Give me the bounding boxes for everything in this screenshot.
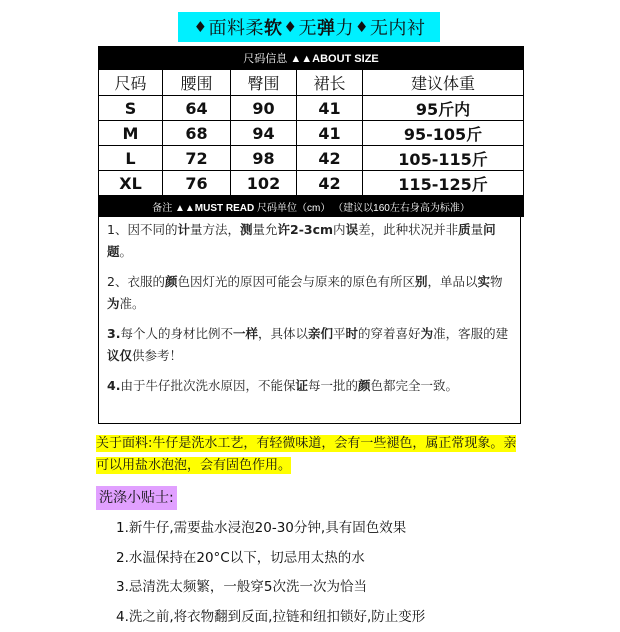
note-text: ，单品以 (428, 274, 478, 289)
note-text: 。 (120, 244, 133, 259)
note-text: 平 (333, 326, 346, 341)
title-part-2-tail: 力 (335, 14, 354, 40)
title-part-3: 无内衬 (370, 14, 426, 40)
note-text-bold: 颜 (358, 378, 371, 393)
note-text-bold: 测 (240, 222, 253, 237)
table-cell: 102 (231, 171, 297, 196)
title-part-2: 无 (298, 14, 317, 40)
note-text-bold: 一样 (233, 326, 258, 341)
note-text-bold: 亲们 (308, 326, 333, 341)
note-text: 2、衣服的 (107, 274, 165, 289)
note-text: 准。 (120, 296, 145, 311)
column-header: 尺码 (99, 70, 163, 96)
note-text-bold: 计 (177, 222, 190, 237)
note-item-3 (107, 323, 512, 367)
column-header: 建议体重 (363, 70, 524, 96)
table-cell: S (99, 96, 163, 121)
column-header: 腰围 (163, 70, 231, 96)
table-cell: 41 (297, 121, 363, 146)
note-text-bold: 实 (478, 274, 491, 289)
notes-box (98, 212, 521, 424)
table-cell: 42 (297, 146, 363, 171)
title-part-1: 面料柔 (209, 14, 265, 40)
column-header: 裙长 (297, 70, 363, 96)
note-text: 差，此种状况并非 (358, 222, 458, 237)
list-item: 2.水温保持在20°C以下，切忌用太热的水 (116, 544, 536, 574)
table-row (99, 96, 524, 121)
note-text: 供参考！ (132, 348, 182, 363)
diamond-icon: ♦ (194, 18, 208, 36)
table-cell: M (99, 121, 163, 146)
note-text: 量允 (253, 222, 278, 237)
table-cell: 98 (231, 146, 297, 171)
note-text-bold: 质 (458, 222, 471, 237)
table-cell: 95-105斤 (363, 121, 524, 146)
note-text-bold: 许2-3cm (278, 222, 334, 237)
note-item-2 (107, 271, 512, 315)
note-item-4 (107, 375, 512, 397)
note-text: 牛仔批次洗水原因，不能保 (145, 378, 295, 393)
note-text-bold: 议仅 (107, 348, 132, 363)
note-text-bold: 4. (107, 378, 120, 393)
title-part-2-bold: 弹 (317, 14, 336, 40)
note-text-bold: 误 (346, 222, 359, 237)
table-cell: 72 (163, 146, 231, 171)
note-text: 1、因不同的 (107, 222, 177, 237)
table-cell: XL (99, 171, 163, 196)
table-cell: L (99, 146, 163, 171)
column-header: 臀围 (231, 70, 297, 96)
title-banner (178, 12, 440, 42)
size-header-en: ▲▲ABOUT SIZE (290, 53, 378, 65)
note-text: 由于 (120, 378, 145, 393)
table-cell: 90 (231, 96, 297, 121)
note-text: ，具体以 (258, 326, 308, 341)
note-text: 的穿着喜好 (358, 326, 421, 341)
note-text-bold: 别 (415, 274, 428, 289)
size-table-header-bar (99, 47, 524, 70)
wash-tips-title: 洗涤小贴士: (96, 486, 177, 510)
table-cell: 94 (231, 121, 297, 146)
note-text: 色都完全一致。 (371, 378, 459, 393)
note-text-bold: 颜 (165, 274, 178, 289)
note-item-1 (107, 219, 512, 263)
note-text: 色因灯光的原因可能会与原来的原色有所区 (177, 274, 415, 289)
list-item: 3.忌清洗太频繁，一般穿5次洗一次为恰当 (116, 573, 536, 603)
table-cell: 76 (163, 171, 231, 196)
note-text: 内 (333, 222, 346, 237)
table-cell: 42 (297, 171, 363, 196)
note-en: ▲▲MUST READ (175, 203, 254, 214)
note-text: 量方法， (190, 222, 240, 237)
table-cell: 95斤内 (363, 96, 524, 121)
note-text-bold: 时 (346, 326, 359, 341)
note-text-bold: 为 (421, 326, 434, 341)
table-cell: 105-115斤 (363, 146, 524, 171)
table-cell: 115-125斤 (363, 171, 524, 196)
size-table-columns (99, 70, 524, 96)
table-cell: 64 (163, 96, 231, 121)
note-text-bold: 证 (295, 378, 308, 393)
fabric-note (96, 433, 524, 477)
diamond-icon: ♦ (284, 18, 298, 36)
table-cell: 41 (297, 96, 363, 121)
note-text-bold: 3. (107, 326, 120, 341)
fabric-note-text: 关于面料:牛仔是洗水工艺，有轻微味道，会有一些褪色，属正常现象。亲可以用盐水泡泡，会有固色作用。 (96, 435, 516, 474)
title-part-1-bold: 软 (264, 14, 283, 40)
note-text: 每一批的 (308, 378, 358, 393)
note-text-bold: 为 (107, 296, 120, 311)
table-row (99, 146, 524, 171)
note-text-bold: 问题 (107, 222, 496, 259)
diamond-icon: ♦ (355, 18, 369, 36)
wash-tips-list (116, 514, 536, 632)
note-prefix: 备注 (152, 203, 172, 214)
note-text: 准，客服的建 (433, 326, 508, 341)
table-row (99, 171, 524, 196)
list-item: 4.洗之前,将衣物翻到反面,拉链和纽扣锁好,防止变形 (116, 603, 536, 632)
table-row (99, 121, 524, 146)
note-suggest: （建议以160左右身高为标准） (333, 203, 470, 214)
size-table (98, 46, 524, 217)
note-text: 物 (490, 274, 503, 289)
size-header-cn: 尺码信息 (243, 53, 287, 65)
table-cell: 68 (163, 121, 231, 146)
note-text: 量 (471, 222, 484, 237)
note-unit: 尺码单位（cm） (257, 203, 330, 214)
list-item: 1.新牛仔,需要盐水浸泡20-30分钟,具有固色效果 (116, 514, 536, 544)
note-text: 每个人的身材比例不 (120, 326, 233, 341)
